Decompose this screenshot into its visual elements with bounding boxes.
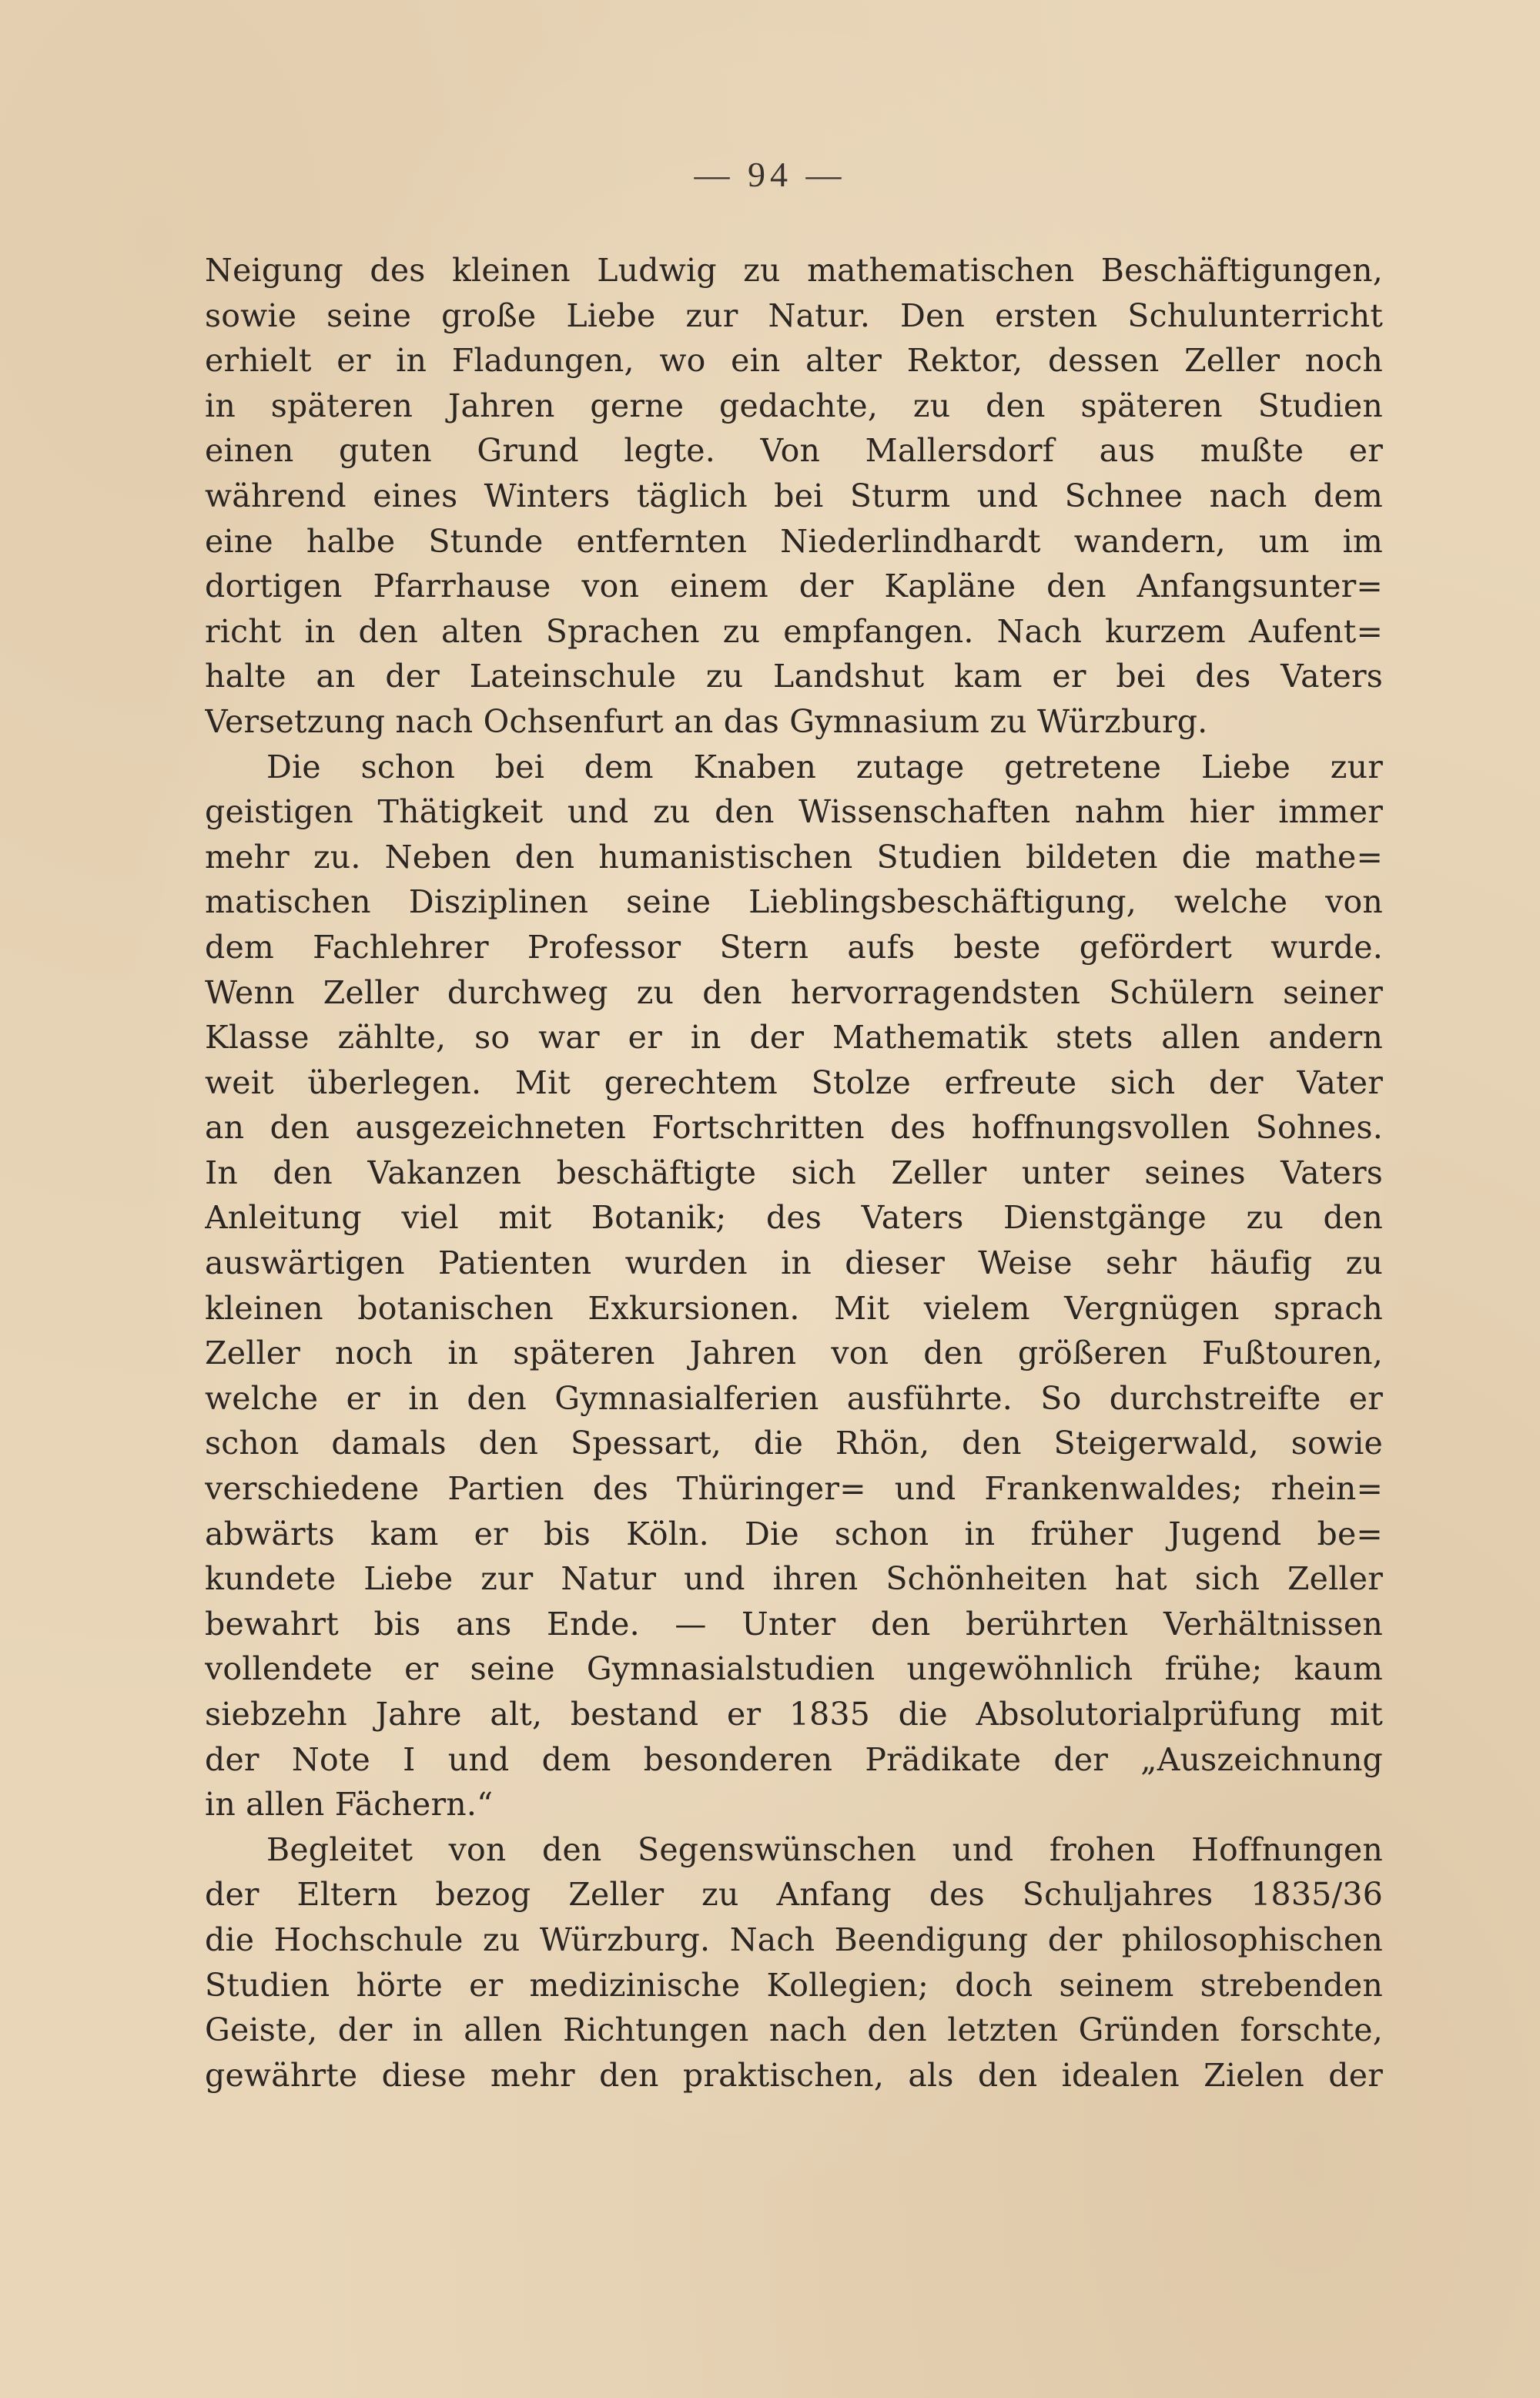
- text-line: Versetzung nach Ochsenfurt an das Gymnasium zu Würzburg.: [205, 702, 1208, 740]
- text-line: erhielt er in Fladungen, wo ein alter Rektor, dessen Zeller noch: [205, 342, 1383, 380]
- text-line: siebzehn Jahre alt, bestand er 1835 die Absolutorialprüfung mit: [205, 1696, 1383, 1733]
- text-line: geistigen Thätigkeit und zu den Wissenschaften nahm hier immer: [205, 793, 1383, 831]
- text-line: welche er in den Gymnasialferien ausführte. So durchstreifte er: [205, 1379, 1383, 1417]
- text-line: Studien hörte er medizinische Kollegien; doch seinem strebenden: [205, 1966, 1383, 2004]
- text-line: an den ausgezeichneten Fortschritten des hoffnungsvollen Sohnes.: [205, 1109, 1383, 1147]
- text-line: sowie seine große Liebe zur Natur. Den ersten Schulunterricht: [205, 296, 1383, 334]
- text-line: Klasse zählte, so war er in der Mathematik stets allen andern: [205, 1019, 1383, 1057]
- text-line: während eines Winters täglich bei Sturm und Schnee nach dem: [205, 477, 1383, 514]
- text-line: Die schon bei dem Knaben zutage getretene Liebe zur: [266, 748, 1383, 785]
- text-line: weit überlegen. Mit gerechtem Stolze erfreute sich der Vater: [205, 1063, 1383, 1101]
- text-line: abwärts kam er bis Köln. Die schon in früher Jugend be=: [205, 1515, 1383, 1552]
- text-line: der Note I und dem besonderen Prädikate der „Auszeichnung: [205, 1740, 1383, 1778]
- page-number: — 94 —: [694, 155, 846, 194]
- text-line: die Hochschule zu Würzburg. Nach Beendigung der philosophischen: [205, 1921, 1383, 1958]
- text-line: Neigung des kleinen Ludwig zu mathematischen Beschäftigungen,: [205, 252, 1383, 289]
- text-line: verschiedene Partien des Thüringer= und Frankenwaldes; rhein=: [205, 1470, 1383, 1508]
- text-line: Geiste, der in allen Richtungen nach den letzten Gründen forschte,: [205, 2011, 1383, 2049]
- text-line: vollendete er seine Gymnasialstudien ungewöhnlich frühe; kaum: [205, 1650, 1383, 1688]
- text-line: in späteren Jahren gerne gedachte, zu den späteren Studien: [205, 387, 1383, 424]
- text-line: In den Vakanzen beschäftigte sich Zeller unter seines Vaters: [205, 1154, 1383, 1191]
- text-line: auswärtigen Patienten wurden in dieser Weise sehr häufig zu: [205, 1244, 1383, 1282]
- text-line: gewährte diese mehr den praktischen, als den idealen Zielen der: [205, 2056, 1383, 2094]
- text-line: matischen Disziplinen seine Lieblingsbeschäftigung, welche von: [205, 883, 1383, 921]
- text-line: richt in den alten Sprachen zu empfangen. Nach kurzem Aufent=: [205, 612, 1383, 650]
- text-line: einen guten Grund legte. Von Mallersdorf aus mußte er: [205, 432, 1383, 470]
- text-line: Begleitet von den Segenswünschen und frohen Hoffnungen: [266, 1830, 1383, 1868]
- text-line: Zeller noch in späteren Jahren von den größeren Fußtouren,: [205, 1335, 1383, 1372]
- text-line: halte an der Lateinschule zu Landshut kam er bei des Vaters: [205, 658, 1383, 695]
- text-line: Anleitung viel mit Botanik; des Vaters Dienstgänge zu den: [205, 1199, 1383, 1237]
- text-line: kleinen botanischen Exkursionen. Mit vielem Vergnügen sprach: [205, 1289, 1383, 1327]
- text-line: eine halbe Stunde entfernten Niederlindhardt wandern, um im: [205, 522, 1383, 560]
- text-line: bewahrt bis ans Ende. — Unter den berührten Verhältnissen: [205, 1605, 1383, 1643]
- text-line: Wenn Zeller durchweg zu den hervorragendsten Schülern seiner: [205, 973, 1383, 1011]
- text-line: schon damals den Spessart, die Rhön, den Steigerwald, sowie: [205, 1425, 1383, 1462]
- text-line: dem Fachlehrer Professor Stern aufs beste gefördert wurde.: [205, 928, 1383, 966]
- text-line: dortigen Pfarrhause von einem der Kapläne den Anfangsunter=: [205, 568, 1383, 605]
- text-line: in allen Fächern.“: [205, 1786, 494, 1824]
- text-line: kundete Liebe zur Natur und ihren Schönheiten hat sich Zeller: [205, 1560, 1383, 1598]
- text-line: mehr zu. Neben den humanistischen Studien bildeten die mathe=: [205, 838, 1383, 876]
- text-line: der Eltern bezog Zeller zu Anfang des Schuljahres 1835/36: [205, 1876, 1383, 1914]
- body-text: [205, 248, 1383, 2098]
